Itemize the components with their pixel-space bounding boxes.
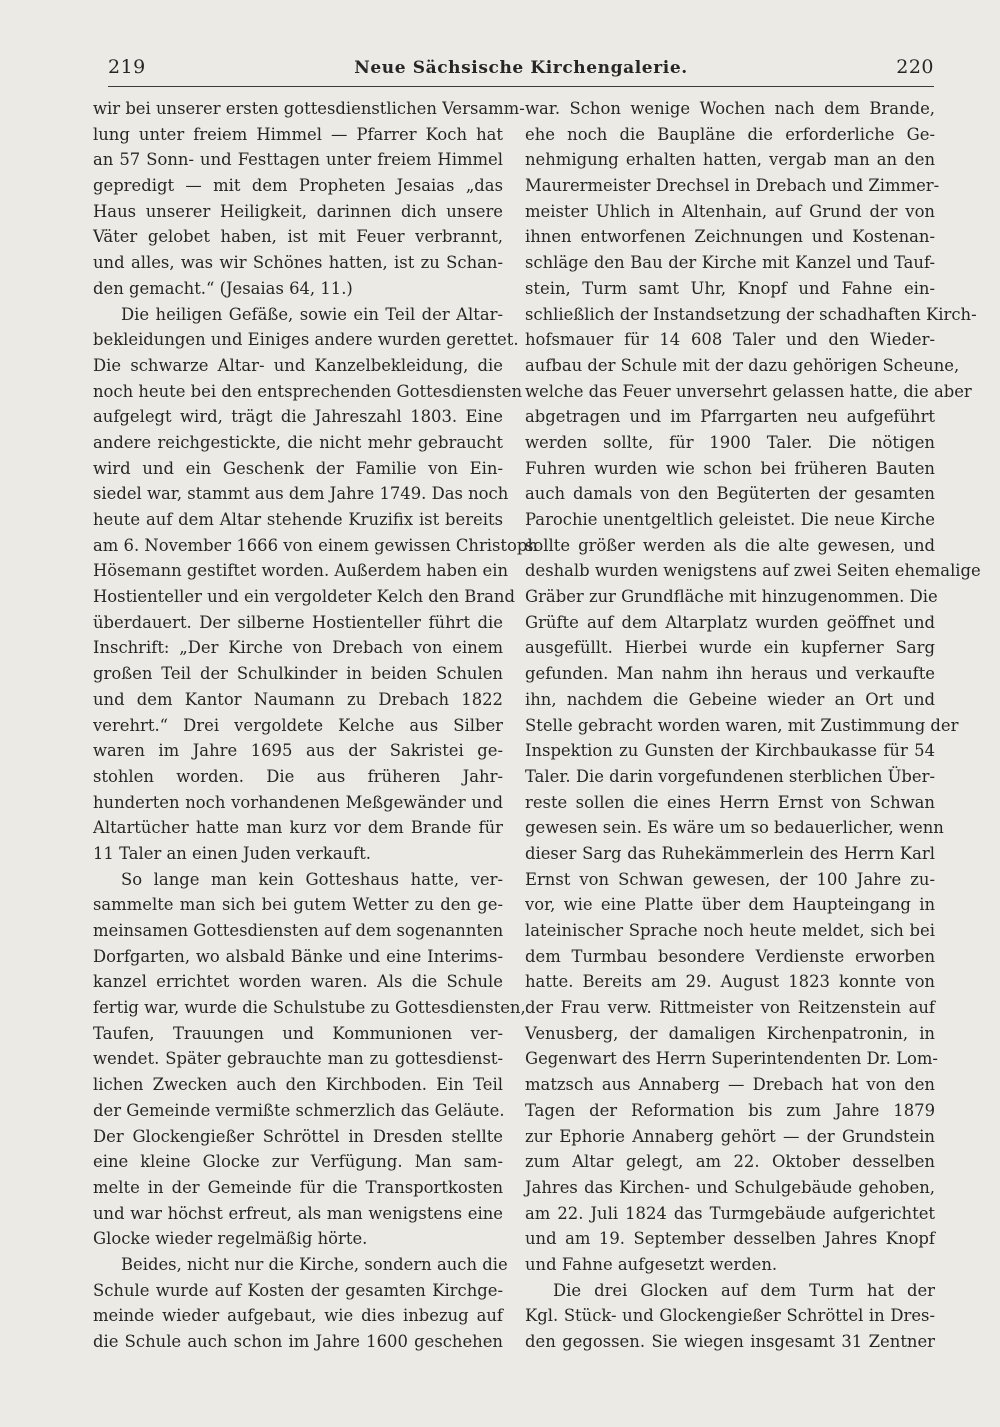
page-number-right: 220 bbox=[896, 56, 934, 78]
text-line: kanzel errichtet worden waren. Als die Schule bbox=[93, 972, 503, 992]
page-number-left: 219 bbox=[108, 56, 146, 78]
text-line: stein, Turm samt Uhr, Knopf und Fahne ein- bbox=[525, 278, 935, 298]
text-line: lichen Zwecken auch den Kirchboden. Ein Teil bbox=[93, 1075, 503, 1095]
text-line: gefunden. Man nahm ihn heraus und verkaufte bbox=[525, 664, 935, 684]
text-line: Hostienteller und ein vergoldeter Kelch den Brand bbox=[93, 587, 515, 607]
text-line: aufgelegt wird, trägt die Jahreszahl 1803. Eine bbox=[93, 407, 503, 427]
text-line: auch damals von den Begüterten der gesamten bbox=[525, 484, 935, 504]
text-line: den gemacht.“ (Jesaias 64, 11.) bbox=[93, 278, 353, 298]
text-line: Taler. Die darin vorgefundenen sterblichen Über- bbox=[525, 766, 935, 786]
text-line: hofsmauer für 14 608 Taler und den Wieder- bbox=[525, 330, 935, 350]
text-line: den gegossen. Sie wiegen insgesamt 31 Zentner bbox=[525, 1332, 935, 1351]
text-column-left bbox=[93, 96, 538, 1355]
text-line: andere reichgestickte, die nicht mehr gebraucht bbox=[93, 432, 503, 452]
text-line: Ernst von Schwan gewesen, der 100 Jahre zu- bbox=[525, 869, 935, 889]
text-line: verehrt.“ Drei vergoldete Kelche aus Silber bbox=[93, 715, 503, 735]
text-line: und dem Kantor Naumann zu Drebach 1822 bbox=[93, 689, 503, 709]
text-line: schließlich der Instandsetzung der schadhaften Kirch- bbox=[525, 304, 977, 324]
text-line: meinsamen Gottesdiensten auf dem sogenannten bbox=[93, 921, 504, 940]
text-line: bekleidungen und Einiges andere wurden gerettet. bbox=[93, 330, 519, 350]
text-line: wird und ein Geschenk der Familie von Ein- bbox=[93, 458, 503, 478]
text-line: und Fahne aufgesetzt werden. bbox=[525, 1254, 778, 1274]
text-line: werden sollte, für 1900 Taler. Die nötigen bbox=[525, 432, 935, 452]
text-line: Die heiligen Gefäße, sowie ein Teil der Altar- bbox=[121, 304, 503, 324]
text-line: war. Schon wenige Wochen nach dem Brande, bbox=[525, 99, 935, 118]
text-line: an 57 Sonn- und Festtagen unter freiem Himmel bbox=[93, 150, 503, 170]
text-line: Gegenwart des Herrn Superintendenten Dr. Lom- bbox=[525, 1049, 938, 1069]
page-header bbox=[108, 52, 934, 88]
text-line: Kgl. Stück- und Glockengießer Schröttel in Dres- bbox=[525, 1306, 935, 1326]
text-line: ihn, nachdem die Gebeine wieder an Ort und bbox=[525, 689, 935, 709]
text-line: sammelte man sich bei gutem Wetter zu den ge- bbox=[93, 895, 503, 915]
text-line: gewesen sein. Es wäre um so bedauerlicher, wenn bbox=[525, 818, 944, 838]
text-line: Parochie unentgeltlich geleistet. Die neue Kirche bbox=[525, 510, 935, 529]
text-line: der Gemeinde vermißte schmerzlich das Geläute. bbox=[93, 1100, 505, 1120]
text-line: hatte. Bereits am 29. August 1823 konnte von bbox=[525, 972, 935, 992]
text-column-right bbox=[525, 96, 981, 1355]
text-line: zur Ephorie Annaberg gehört — der Grundstein bbox=[525, 1126, 935, 1146]
text-line: und am 19. September desselben Jahres Knopf bbox=[525, 1229, 935, 1249]
text-line: lateinischer Sprache noch heute meldet, sich bei bbox=[525, 921, 935, 940]
text-line: großen Teil der Schulkinder in beiden Schulen bbox=[93, 664, 503, 684]
text-line: 11 Taler an einen Juden verkauft. bbox=[93, 843, 371, 863]
text-line: meinde wieder aufgebaut, wie dies inbezug auf bbox=[93, 1306, 503, 1326]
text-line: lung unter freiem Himmel — Pfarrer Koch hat bbox=[93, 124, 503, 144]
text-line: Venusberg, der damaligen Kirchenpatronin, in bbox=[525, 1023, 935, 1043]
text-line: zum Altar gelegt, am 22. Oktober desselben bbox=[525, 1152, 935, 1172]
text-line: waren im Jahre 1695 aus der Sakristei ge- bbox=[93, 741, 503, 761]
text-line: Inspektion zu Gunsten der Kirchbaukasse für 54 bbox=[525, 741, 935, 761]
text-line: Väter gelobet haben, ist mit Feuer verbrannt, bbox=[93, 227, 503, 247]
header-rule bbox=[108, 86, 934, 87]
text-line: Fuhren wurden wie schon bei früheren Bauten bbox=[525, 458, 935, 478]
text-line: und alles, was wir Schönes hatten, ist zu Schan- bbox=[93, 253, 503, 273]
text-line: Grüfte auf dem Altarplatz wurden geöffnet und bbox=[525, 612, 935, 632]
text-line: der Frau verw. Rittmeister von Reitzenstein auf bbox=[525, 998, 935, 1018]
running-title: Neue Sächsische Kirchengalerie. bbox=[354, 58, 688, 78]
text-line: Der Glockengießer Schröttel in Dresden stellte bbox=[93, 1126, 503, 1146]
text-line: reste sollen die eines Herrn Ernst von Schwan bbox=[525, 792, 935, 812]
text-line: Die schwarze Altar- und Kanzelbekleidung, die bbox=[93, 355, 503, 375]
text-line: Beides, nicht nur die Kirche, sondern auch die bbox=[121, 1254, 508, 1274]
text-line: ihnen entworfenen Zeichnungen und Kostenan- bbox=[525, 227, 935, 247]
text-line: hunderten noch vorhandenen Meßgewänder und bbox=[93, 792, 503, 812]
text-line: Maurermeister Drechsel in Drebach und Zimmer- bbox=[525, 176, 940, 196]
text-line: am 6. November 1666 von einem gewissen Christoph bbox=[93, 535, 538, 555]
text-line: noch heute bei den entsprechenden Gottesdiensten bbox=[93, 381, 523, 401]
text-line: Altartücher hatte man kurz vor dem Brande für bbox=[93, 818, 503, 838]
text-line: überdauert. Der silberne Hostienteller führt die bbox=[93, 612, 503, 632]
text-line: Stelle gebracht worden waren, mit Zustimmung der bbox=[525, 715, 959, 735]
text-line: deshalb wurden wenigstens auf zwei Seiten ehemalige bbox=[525, 561, 981, 581]
text-line: matzsch aus Annaberg — Drebach hat von den bbox=[525, 1075, 935, 1095]
text-line: siedel war, stammt aus dem Jahre 1749. Das noch bbox=[93, 484, 509, 504]
text-line: aufbau der Schule mit der dazu gehörigen Scheune, bbox=[525, 355, 960, 375]
text-line: Schule wurde auf Kosten der gesamten Kirchge- bbox=[93, 1280, 503, 1300]
text-line: Hösemann gestiftet worden. Außerdem haben ein bbox=[93, 561, 508, 581]
text-line: dieser Sarg das Ruhekämmerlein des Herrn Karl bbox=[525, 843, 935, 863]
text-line: sollte größer werden als die alte gewesen, und bbox=[525, 535, 935, 555]
text-line: und war höchst erfreut, als man wenigstens eine bbox=[93, 1203, 503, 1223]
text-line: schläge den Bau der Kirche mit Kanzel und Tauf- bbox=[525, 253, 935, 273]
text-line: abgetragen und im Pfarrgarten neu aufgeführt bbox=[525, 407, 935, 427]
text-line: Tagen der Reformation bis zum Jahre 1879 bbox=[525, 1100, 935, 1120]
text-line: melte in der Gemeinde für die Transportkosten bbox=[93, 1177, 503, 1197]
text-line: heute auf dem Altar stehende Kruzifix ist bereits bbox=[93, 510, 503, 529]
text-line: eine kleine Glocke zur Verfügung. Man sam- bbox=[93, 1152, 503, 1172]
text-line: welche das Feuer unversehrt gelassen hatte, die aber bbox=[525, 381, 972, 401]
text-line: So lange man kein Gotteshaus hatte, ver- bbox=[121, 869, 503, 889]
text-line: Haus unserer Heiligkeit, darinnen dich unsere bbox=[93, 201, 503, 221]
text-line: nehmigung erhalten hatten, vergab man an den bbox=[525, 150, 935, 170]
text-line: Die drei Glocken auf dem Turm hat der bbox=[553, 1280, 935, 1300]
text-line: gepredigt — mit dem Propheten Jesaias „das bbox=[93, 176, 503, 196]
text-line: ausgefüllt. Hierbei wurde ein kupferner Sarg bbox=[525, 638, 935, 658]
text-line: wendet. Später gebrauchte man zu gottesdienst- bbox=[93, 1049, 503, 1069]
text-line: Taufen, Trauungen und Kommunionen ver- bbox=[93, 1023, 503, 1043]
text-line: Dorfgarten, wo alsbald Bänke und eine Interims- bbox=[93, 946, 503, 966]
text-line: meister Uhlich in Altenhain, auf Grund der von bbox=[525, 201, 935, 221]
text-line: Inschrift: „Der Kirche von Drebach von einem bbox=[93, 638, 503, 658]
text-line: am 22. Juli 1824 das Turmgebäude aufgerichtet bbox=[525, 1203, 935, 1223]
text-line: Jahres das Kirchen- und Schulgebäude gehoben, bbox=[525, 1177, 935, 1197]
text-line: stohlen worden. Die aus früheren Jahr- bbox=[93, 766, 503, 786]
text-line: Gräber zur Grundfläche mit hinzugenommen. Die bbox=[525, 587, 938, 607]
text-line: Glocke wieder regelmäßig hörte. bbox=[93, 1229, 368, 1249]
text-line: fertig war, wurde die Schulstube zu Gottesdiensten, bbox=[93, 998, 526, 1018]
text-line: dem Turmbau besondere Verdienste erworben bbox=[525, 946, 935, 966]
text-line: vor, wie eine Platte über dem Haupteingang in bbox=[525, 895, 935, 915]
text-line: ehe noch die Baupläne die erforderliche Ge- bbox=[525, 124, 935, 144]
text-line: wir bei unserer ersten gottesdienstlichen Versamm- bbox=[93, 99, 525, 118]
text-line: die Schule auch schon im Jahre 1600 geschehen bbox=[93, 1332, 503, 1351]
